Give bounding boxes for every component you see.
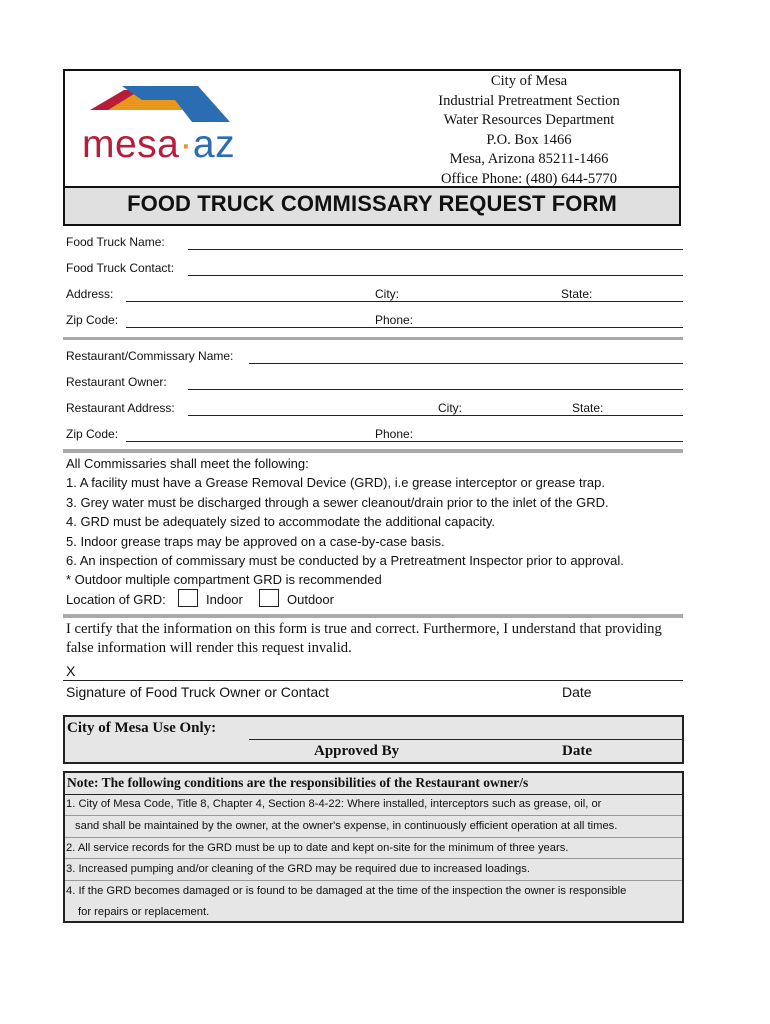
notes-heading-rule xyxy=(65,794,682,795)
restaurant-address-field[interactable] xyxy=(188,415,683,416)
signature-line[interactable] xyxy=(63,680,683,681)
food-truck-name-field[interactable] xyxy=(188,249,683,250)
requirement-item: 4. GRD must be adequately sized to accommodate the additional capacity. xyxy=(66,514,495,529)
note-line: for repairs or replacement. xyxy=(78,906,210,918)
requirement-item: 6. An inspection of commissary must be conducted by a Pretreatment Inspector prior to approval. xyxy=(66,553,624,568)
truck-state-label: State: xyxy=(561,287,593,301)
truck-zip-phone-field[interactable] xyxy=(126,327,683,328)
restaurant-phone-label: Phone: xyxy=(375,427,414,441)
section-divider xyxy=(63,614,683,618)
requirement-item: 5. Indoor grease traps may be approved on a case-by-case basis. xyxy=(66,534,445,549)
logo-text-mesa: mesa xyxy=(82,123,180,166)
truck-city-label: City: xyxy=(375,287,399,301)
form-title: FOOD TRUCK COMMISSARY REQUEST FORM xyxy=(127,191,617,216)
restaurant-zip-label: Zip Code: xyxy=(66,427,119,441)
outdoor-label: Outdoor xyxy=(287,592,334,607)
signature-date-label: Date xyxy=(562,684,592,700)
requirements-intro: All Commissaries shall meet the following: xyxy=(66,456,309,471)
requirement-item: * Outdoor multiple compartment GRD is recommended xyxy=(66,572,382,587)
note-line: 1. City of Mesa Code, Title 8, Chapter 4, Section 8-4-22: Where installed, interceptors such as grease, oil, or xyxy=(66,798,602,810)
indoor-checkbox[interactable] xyxy=(178,589,198,607)
food-truck-contact-field[interactable] xyxy=(188,275,683,276)
food-truck-name-label: Food Truck Name: xyxy=(66,235,165,249)
restaurant-name-field[interactable] xyxy=(249,363,683,364)
note-rule xyxy=(65,837,682,838)
logo-text-dot: · xyxy=(179,123,193,166)
section-divider xyxy=(63,337,683,340)
address-line: City of Mesa xyxy=(490,73,568,89)
address-line: Industrial Pretreatment Section xyxy=(438,92,620,109)
indoor-label: Indoor xyxy=(206,592,243,607)
food-truck-contact-label: Food Truck Contact: xyxy=(66,261,175,275)
approval-date-label: Date xyxy=(562,743,592,759)
approval-line[interactable] xyxy=(249,739,682,740)
truck-address-field[interactable] xyxy=(126,301,683,302)
city-use-heading: City of Mesa Use Only: xyxy=(67,720,217,736)
restaurant-owner-label: Restaurant Owner: xyxy=(66,375,167,389)
certification-text-line-1: I certify that the information on this form is true and correct. Furthermore, I understand that providing xyxy=(66,621,662,637)
note-rule xyxy=(65,858,682,859)
truck-zip-label: Zip Code: xyxy=(66,313,119,327)
requirement-item: 3. Grey water must be discharged through a sewer cleanout/drain prior to the inlet of the GRD. xyxy=(66,495,609,510)
restaurant-state-label: State: xyxy=(572,401,604,415)
restaurant-name-label: Restaurant/Commissary Name: xyxy=(66,349,234,363)
restaurant-zip-phone-field[interactable] xyxy=(126,441,683,442)
requirement-item: 1. A facility must have a Grease Removal Device (GRD), i.e grease interceptor or grease trap. xyxy=(66,475,606,490)
note-line: 3. Increased pumping and/or cleaning of the GRD may be required due to increased loadings. xyxy=(66,863,530,875)
signature-label: Signature of Food Truck Owner or Contact xyxy=(66,684,330,700)
logo-wordmark xyxy=(82,123,235,167)
signature-x-mark: X xyxy=(66,663,76,679)
section-divider xyxy=(63,449,683,453)
department-address xyxy=(420,72,638,189)
logo-text-az: az xyxy=(192,123,236,166)
approved-by-label: Approved By xyxy=(314,743,400,759)
note-line: 2. All service records for the GRD must be up to date and kept on-site for the minimum of three years. xyxy=(66,842,569,854)
address-line: Office Phone: (480) 644-5770 xyxy=(440,170,618,187)
grd-location-label: Location of GRD: xyxy=(66,592,166,607)
address-line: Water Resources Department xyxy=(443,112,615,128)
restaurant-owner-field[interactable] xyxy=(188,389,683,390)
restaurant-city-label: City: xyxy=(438,401,462,415)
truck-phone-label: Phone: xyxy=(375,313,414,327)
address-line: P.O. Box 1466 xyxy=(486,131,572,148)
notes-heading: Note: The following conditions are the responsibilities of the Restaurant owner/s xyxy=(67,775,529,790)
note-rule xyxy=(65,880,682,881)
note-line: sand shall be maintained by the owner, at the owner's expense, in continuously efficient operation at all times. xyxy=(75,820,618,832)
note-line: 4. If the GRD becomes damaged or is found to be damaged at the time of the inspection the owner is responsible xyxy=(66,885,627,897)
certification-text-line-2: false information will render this request invalid. xyxy=(66,640,352,656)
outdoor-checkbox[interactable] xyxy=(259,589,279,607)
restaurant-address-label: Restaurant Address: xyxy=(66,401,175,415)
address-line: Mesa, Arizona 85211-1466 xyxy=(449,151,609,167)
truck-address-label: Address: xyxy=(66,287,114,301)
note-rule xyxy=(65,815,682,816)
